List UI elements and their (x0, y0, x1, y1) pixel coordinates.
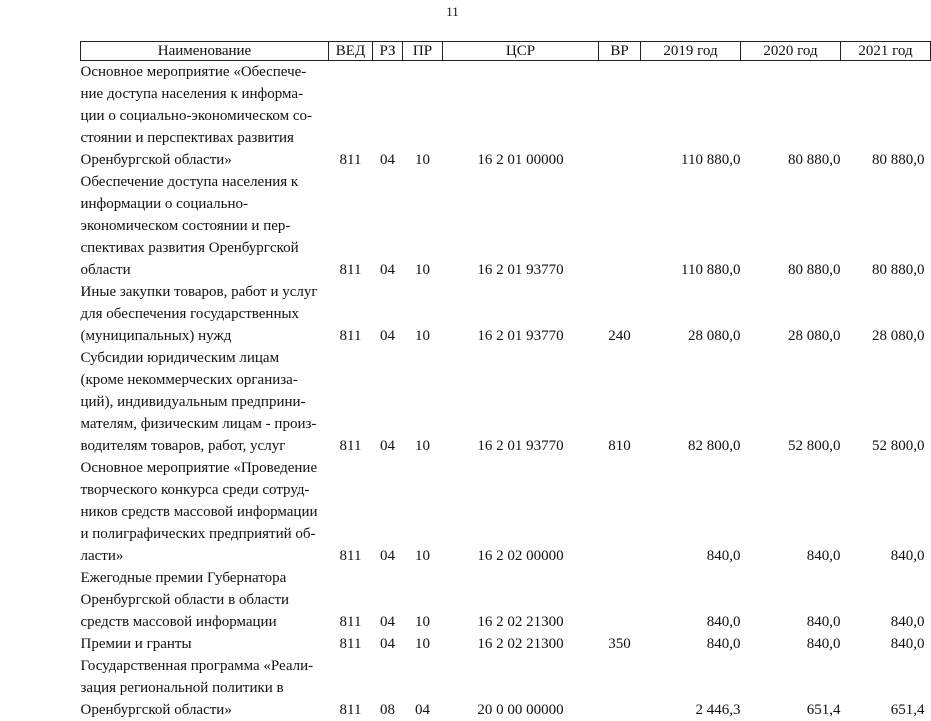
row-name-line: экономическом состоянии и пер- (80, 218, 291, 234)
row-name-line: ласти» (80, 548, 124, 564)
cell-2021: 80 880,0 (872, 262, 925, 278)
cell-2019: 82 800,0 (688, 438, 741, 454)
row-name (81, 633, 329, 655)
table-header-row (81, 42, 931, 61)
row-name-line: (муниципальных) нужд (80, 328, 232, 344)
header-csr: ЦСР (443, 42, 599, 61)
row-name-line: Ежегодные премии Губернатора (80, 570, 287, 586)
cell-pr: 10 (415, 548, 430, 564)
cell-2021: 80 880,0 (872, 152, 925, 168)
header-pr: ПР (403, 42, 443, 61)
header-name: Наименование (81, 42, 329, 61)
table-row (81, 567, 931, 633)
cell-csr: 16 2 01 93770 (477, 438, 564, 454)
table-row (81, 655, 931, 721)
cell-2019: 110 880,0 (681, 262, 741, 278)
cell-pr: 04 (415, 702, 430, 718)
row-name-line: Основное мероприятие «Проведение (80, 460, 318, 476)
table-row (81, 347, 931, 457)
row-name-line: ций), индивидуальным предприни- (80, 394, 306, 410)
row-name-line: области (80, 262, 131, 278)
cell-2020: 651,4 (806, 702, 841, 718)
cell-csr: 16 2 02 21300 (477, 614, 564, 630)
row-name-line: Государственная программа «Реали- (80, 658, 314, 674)
row-name-line: Субсидии юридическим лицам (80, 350, 280, 366)
cell-rz: 04 (380, 614, 395, 630)
cell-2021: 840,0 (890, 636, 925, 652)
row-name-line: Иные закупки товаров, работ и услуг (80, 284, 318, 300)
row-name-line: Обеспечение доступа населения к (80, 174, 299, 190)
row-name-line: водителям товаров, работ, услуг (80, 438, 286, 454)
row-name (81, 347, 329, 457)
cell-rz: 04 (380, 636, 395, 652)
row-name-line: Премии и гранты (80, 636, 192, 652)
cell-2020: 28 080,0 (788, 328, 841, 344)
cell-ved: 811 (339, 548, 362, 564)
cell-2020: 840,0 (806, 636, 841, 652)
cell-pr: 10 (415, 614, 430, 630)
cell-csr: 16 2 01 93770 (477, 328, 564, 344)
cell-2020: 80 880,0 (788, 152, 841, 168)
row-name-line: зация региональной политики в (80, 680, 284, 696)
table-row (81, 633, 931, 655)
cell-2021: 52 800,0 (872, 438, 925, 454)
row-name (81, 61, 329, 172)
row-name-line: информации о социально- (80, 196, 249, 212)
cell-vr: 240 (608, 328, 631, 344)
cell-2019: 840,0 (706, 614, 741, 630)
row-name-line: ции о социально-экономическом со- (80, 108, 313, 124)
cell-vr (599, 655, 641, 721)
header-2019: 2019 год (641, 42, 741, 61)
cell-ved: 811 (339, 702, 362, 718)
row-name (81, 655, 329, 721)
cell-2021: 840,0 (890, 548, 925, 564)
cell-2019: 840,0 (706, 548, 741, 564)
cell-2019: 110 880,0 (681, 152, 741, 168)
cell-vr: 810 (608, 438, 631, 454)
header-vr: ВР (599, 42, 641, 61)
row-name (81, 567, 329, 633)
cell-csr: 20 0 00 00000 (477, 702, 564, 718)
row-name-line: средств массовой информации (80, 614, 277, 630)
cell-2020: 840,0 (806, 614, 841, 630)
row-name-line: стоянии и перспективах развития (80, 130, 294, 146)
row-name (81, 171, 329, 281)
cell-rz: 04 (380, 438, 395, 454)
cell-2019: 2 446,3 (695, 702, 741, 718)
row-name (81, 281, 329, 347)
row-name (81, 457, 329, 567)
cell-csr: 16 2 02 21300 (477, 636, 564, 652)
cell-ved: 811 (339, 614, 362, 630)
cell-rz: 04 (380, 548, 395, 564)
header-2020: 2020 год (741, 42, 841, 61)
table-row (81, 171, 931, 281)
cell-2021: 651,4 (890, 702, 925, 718)
cell-vr (599, 61, 641, 172)
header-2021: 2021 год (841, 42, 931, 61)
cell-ved: 811 (339, 636, 362, 652)
row-name-line: Оренбургской области» (80, 702, 232, 718)
cell-2019: 840,0 (706, 636, 741, 652)
cell-pr: 10 (415, 438, 430, 454)
row-name-line: Основное мероприятие «Обеспече- (80, 64, 307, 80)
row-name-line: для обеспечения государственных (80, 306, 300, 322)
cell-2019: 28 080,0 (688, 328, 741, 344)
cell-pr: 10 (415, 262, 430, 278)
cell-2021: 28 080,0 (872, 328, 925, 344)
cell-csr: 16 2 01 00000 (477, 152, 564, 168)
cell-vr (599, 457, 641, 567)
cell-pr: 10 (415, 328, 430, 344)
cell-2020: 840,0 (806, 548, 841, 564)
row-name-line: Оренбургской области» (80, 152, 232, 168)
cell-ved: 811 (339, 262, 362, 278)
cell-ved: 811 (339, 438, 362, 454)
row-name-line: ников средств массовой информации (80, 504, 318, 520)
row-name-line: и полиграфических предприятий об- (80, 526, 316, 542)
row-name-line: творческого конкурса среди сотруд- (80, 482, 310, 498)
cell-csr: 16 2 01 93770 (477, 262, 564, 278)
cell-vr (599, 171, 641, 281)
cell-ved: 811 (339, 328, 362, 344)
cell-csr: 16 2 02 00000 (477, 548, 564, 564)
cell-rz: 04 (380, 152, 395, 168)
header-rz: РЗ (373, 42, 403, 61)
cell-pr: 10 (415, 152, 430, 168)
budget-table (80, 41, 931, 721)
page-number: 11 (446, 4, 459, 19)
cell-ved: 811 (339, 152, 362, 168)
row-name-line: мателям, физическим лицам - произ- (80, 416, 317, 432)
cell-rz: 08 (380, 702, 395, 718)
header-ved: ВЕД (329, 42, 373, 61)
cell-vr (599, 567, 641, 633)
table-row (81, 281, 931, 347)
row-name-line: спективах развития Оренбургской (80, 240, 299, 256)
row-name-line: Оренбургской области в области (80, 592, 290, 608)
table-row (81, 61, 931, 172)
table-row (81, 457, 931, 567)
cell-rz: 04 (380, 328, 395, 344)
cell-vr: 350 (608, 636, 631, 652)
cell-2021: 840,0 (890, 614, 925, 630)
cell-2020: 80 880,0 (788, 262, 841, 278)
cell-pr: 10 (415, 636, 430, 652)
row-name-line: (кроме некоммерческих организа- (80, 372, 298, 388)
row-name-line: ние доступа населения к информа- (80, 86, 304, 102)
cell-rz: 04 (380, 262, 395, 278)
cell-2020: 52 800,0 (788, 438, 841, 454)
